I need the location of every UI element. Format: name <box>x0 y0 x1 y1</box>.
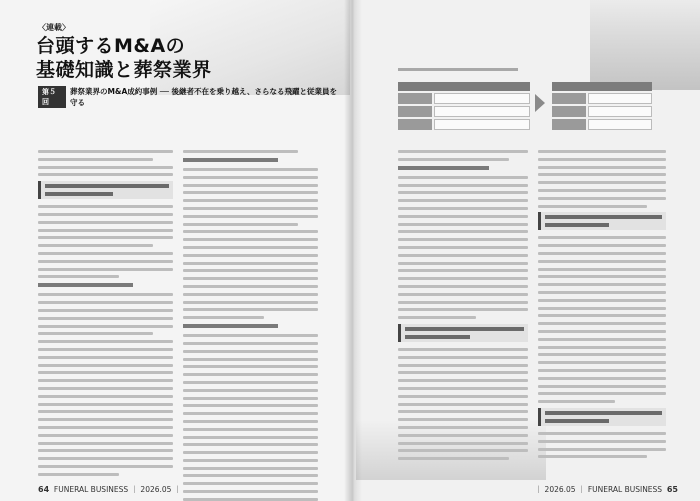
episode-bar <box>38 87 338 107</box>
arrow-icon <box>535 94 545 112</box>
series-tag: 〈連載〉 <box>38 23 70 32</box>
book-gutter <box>344 0 362 501</box>
left-page-column-2 <box>183 150 318 501</box>
section-heading <box>38 181 173 199</box>
right-page-column-2 <box>538 150 666 463</box>
sub-heading <box>398 166 489 170</box>
section-heading <box>538 408 666 426</box>
episode-badge: 第５回 <box>38 86 66 108</box>
left-page-column-1 <box>38 150 173 480</box>
section-heading <box>538 212 666 230</box>
sub-heading <box>38 283 133 287</box>
background-buildings-photo <box>590 0 700 90</box>
sub-heading <box>183 324 278 328</box>
episode-subtitle: 葬祭業界のM&A成約事例 ── 後継者不在を乗り越え、さらなる飛躍と従業員を守る <box>69 87 337 107</box>
footer-left-text: FUNERAL BUSINESS ｜ 2026.05 ｜ <box>53 485 182 494</box>
diagram-caption <box>398 68 518 71</box>
page-number-right: 65 <box>666 485 678 494</box>
diagram-after-header <box>552 82 652 91</box>
article-title <box>36 34 212 82</box>
title-line-2: 基礎知識と葬祭業界 <box>36 59 212 81</box>
footer-right-text: ｜ 2026.05 ｜ FUNERAL BUSINESS <box>534 485 663 494</box>
footer-left <box>38 484 181 495</box>
sub-heading <box>183 158 278 162</box>
title-line-1: 台頭するM&Aの <box>36 35 186 57</box>
footer-right <box>535 484 678 495</box>
right-page-column-1 <box>398 150 528 465</box>
diagram-before-header <box>398 82 530 91</box>
page-number-left: 64 <box>38 485 50 494</box>
section-heading <box>398 324 528 342</box>
